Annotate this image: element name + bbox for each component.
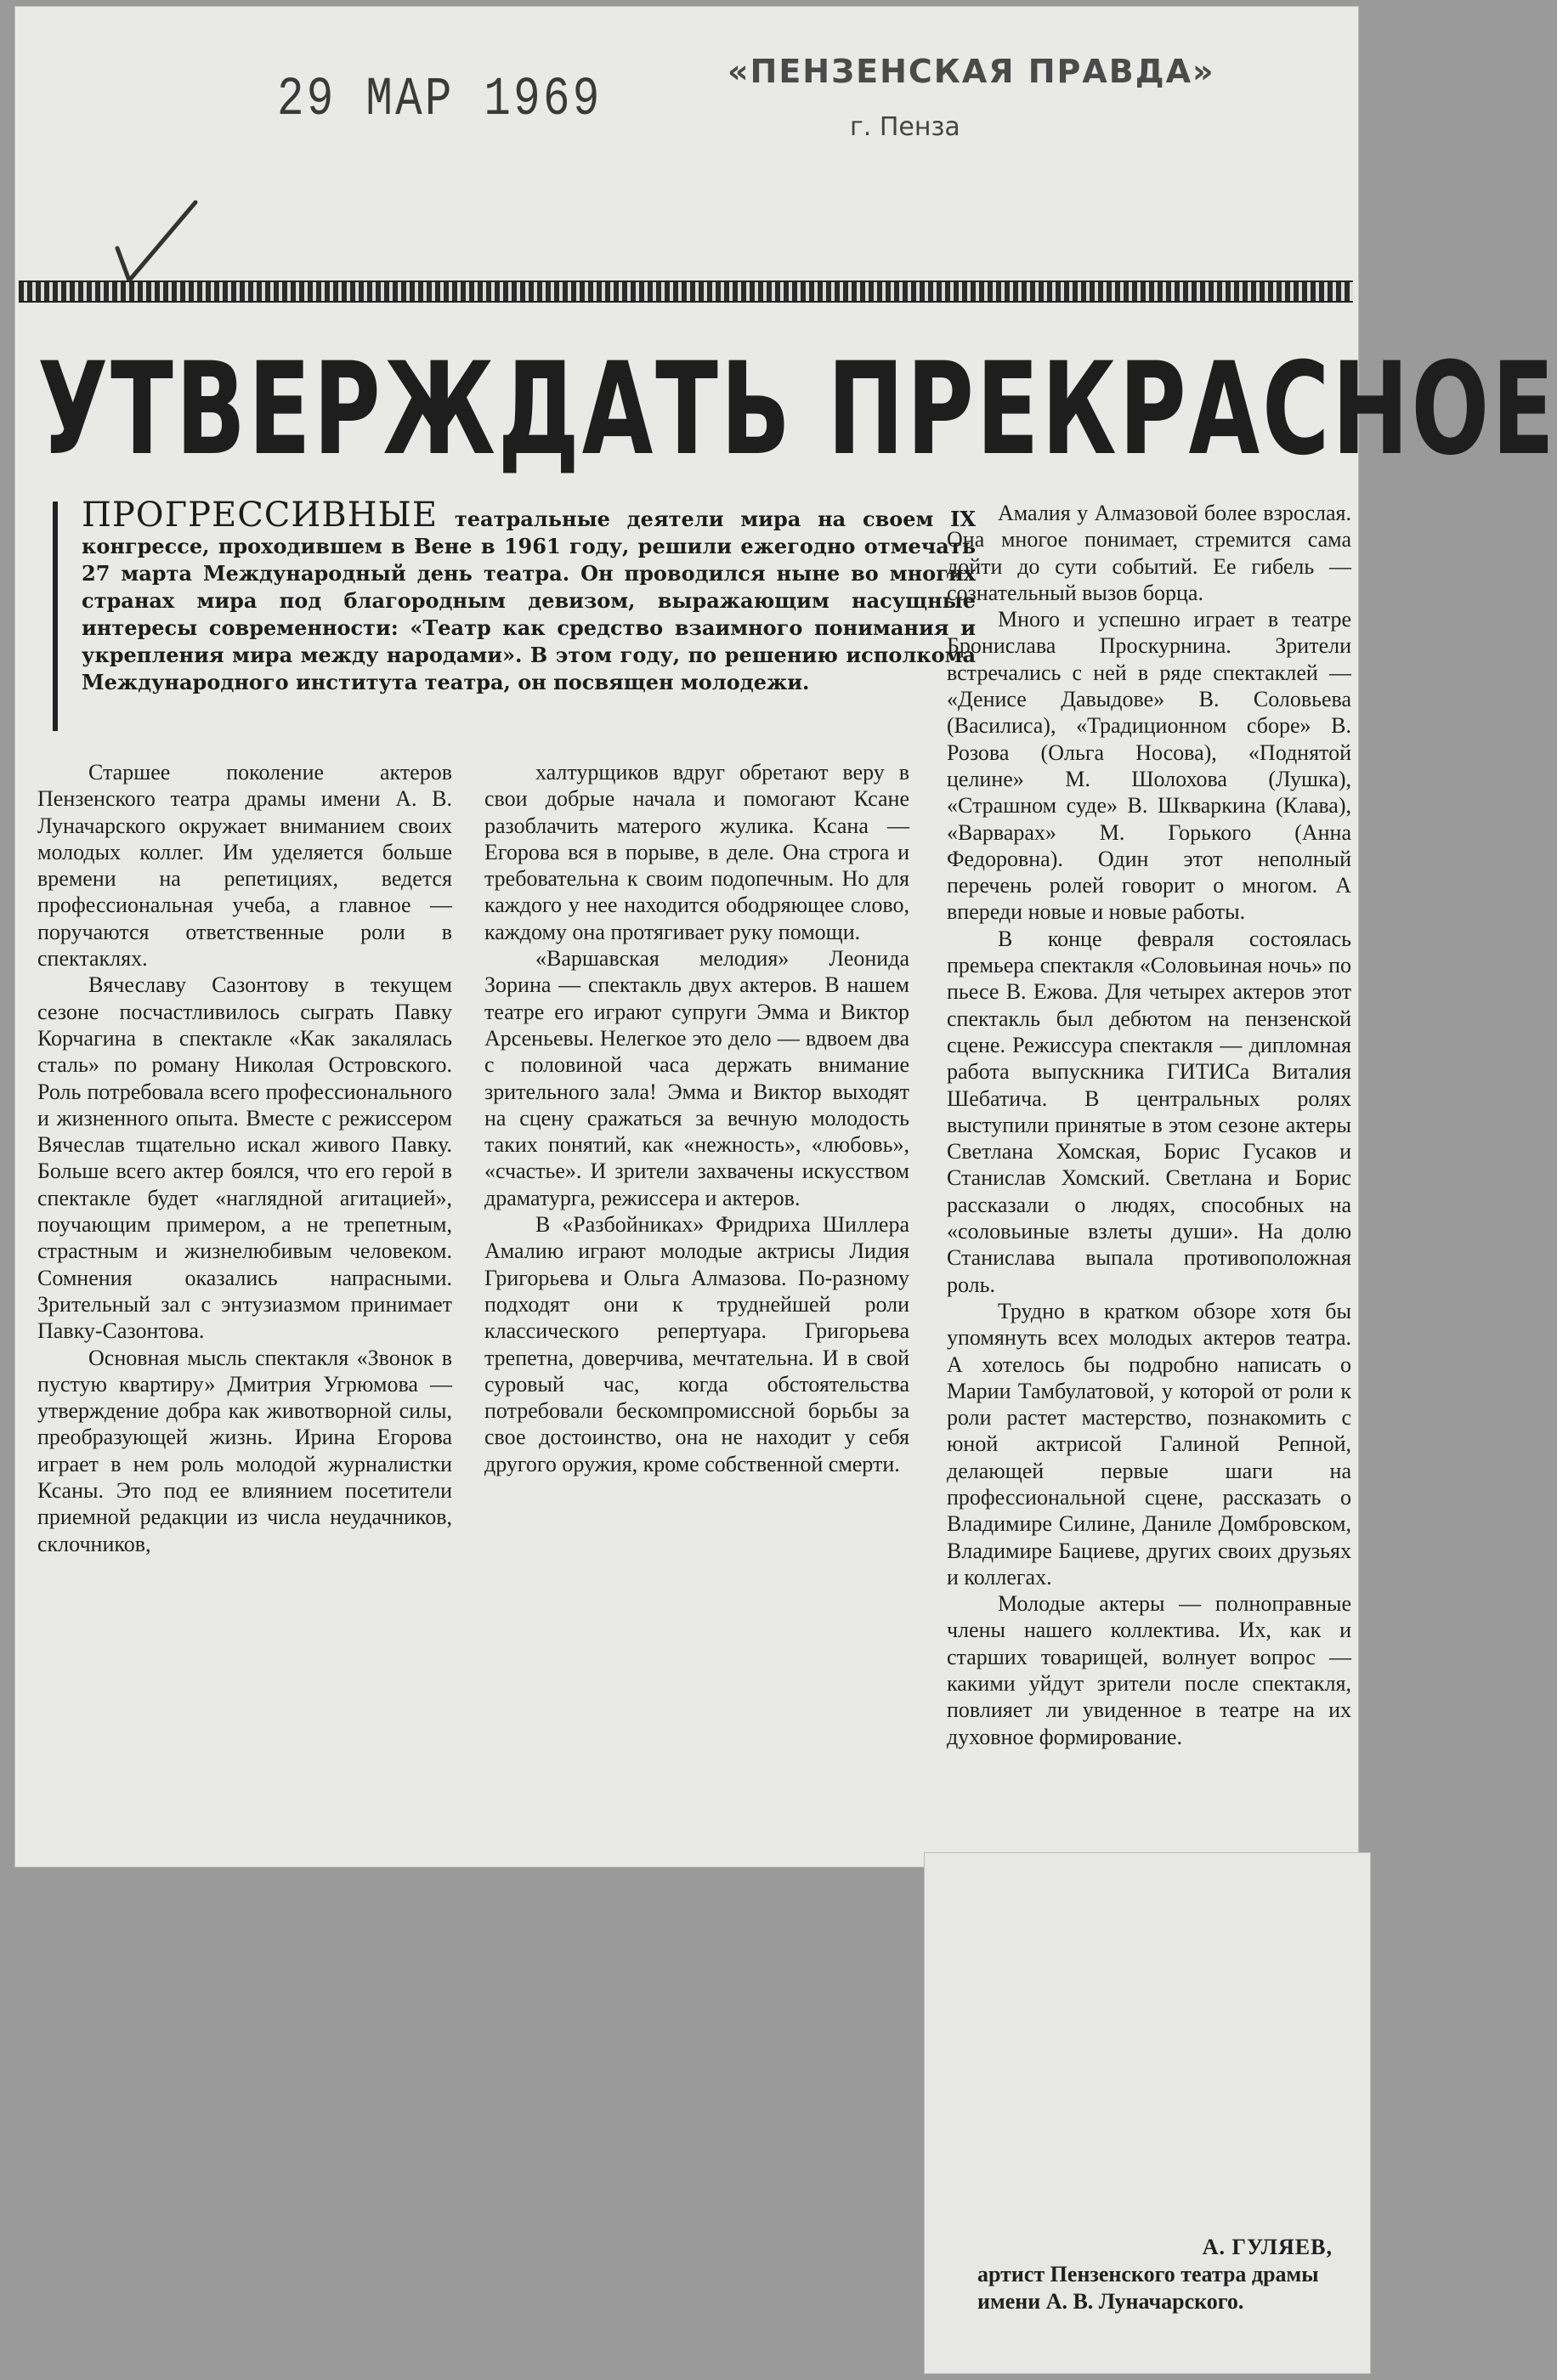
paragraph: Много и успешно играет в театре Бронислава Проскурнина. Зрители встречались с ней в ряде спектаклей — «Денисе Давыдове» В. Соловьева (Василиса), «Традиционном сборе» В. Розова (Ольга Носова), «Поднятой целине» М. Шолохова (Лушка), «Страшном суде» В. Шкваркина (Клава), «Варварах» М. Горького (Анна Федоровна). Один этот неполный перечень ролей говорит о многом. А впереди новые и новые работы. — [947, 607, 1351, 925]
author-name: А. ГУЛЯЕВ, — [1202, 2235, 1333, 2259]
article-column-1 — [37, 759, 452, 1840]
article-column-3 — [947, 500, 1351, 2220]
lead-text: театральные деятели мира на своем IX конгрессе, проходившем в Вене в 1961 году, решили ежегодно отмечать 27 марта Международный день театра. Он проводился ныне во многих странах мира под благородным девизом, выражающим насущные интересы современности: «Театр как средство взаимного понимания и укрепления мира между народами». В этом году, по решению исполкома Международного института театра, он посвящен молодежи. — [82, 507, 976, 694]
article-column-2 — [484, 759, 909, 1840]
newspaper-stamp: «ПЕНЗЕНСКАЯ ПРАВДА» — [728, 53, 1215, 90]
paragraph: Старшее поколение актеров Пензенского театра драмы имени А. В. Луначарского окружает вниманием своих молодых коллег. Им уделяется больше времени на репетициях, ведется профессиональная учеба, а главное — поручаются ответственные роли в спектаклях. — [37, 760, 452, 972]
paragraph: Вячеславу Сазонтову в текущем сезоне посчастливилось сыграть Павку Корчагина в спектакле «Как закалялась сталь» по роману Николая Островского. Роль потребовала всего профессионального и жизненного опыта. Вместе с режиссером Вячеслав тщательно искал живого Павку. Больше всего актер боялся, что его герой в спектакле будет «наглядной агитацией», поучающим примером, а не трепетным, страстным и жизнелюбивым человеком. Сомнения оказались напрасными. Зрительный зал с энтузиазмом принимает Павку-Сазонтова. — [37, 972, 452, 1344]
author-signature — [969, 2234, 1343, 2315]
paragraph: Амалия у Алмазовой более взрослая. Она многое понимает, стремится сама дойти до сути событий. Ее гибель — сознательный вызов борца. — [947, 501, 1351, 605]
paragraph: В «Разбойниках» Фридриха Шиллера Амалию играют молодые актрисы Лидия Григорьева и Ольга Алмазова. По-разному подходят они к труднейшей роли классического репертуара. Григорьева трепетна, доверчива, мечтательна. И в свой суровый час, когда обстоятельства потребовали бескомпромиссной борьбы за свое достоинство, она не находит у себя другого оружия, кроме собственной смерти. — [484, 1212, 909, 1476]
paragraph: «Варшавская мелодия» Леонида Зорина — спектакль двух актеров. В нашем театре его играют супруги Эмма и Виктор Арсеньевы. Нелегкое это дело — вдвоем два с половиной часа держать внимание зрительного зала! Эмма и Виктор выходят на сцену сражаться за вечную молодость таких понятий, как «нежность», «любовь», «счастье». И зрители захвачены искусством драматурга, режиссера и актеров. — [484, 946, 909, 1210]
paragraph: Основная мысль спектакля «Звонок в пустую квартиру» Дмитрия Угрюмова — утверждение добра как животворной силы, преобразующей жизнь. Ирина Егорова играет в нем роль молодой журналистки Ксаны. Это под ее влиянием посетители приемной редакции из числа неудачников, склочников, — [37, 1345, 452, 1556]
date-stamp: 29 МАР 1969 — [277, 70, 603, 131]
author-role: артист Пензенского театра драмы имени А. В. Луначарского. — [977, 2262, 1319, 2314]
paragraph: Трудно в кратком обзоре хотя бы упомянуть всех молодых актеров театра. А хотелось бы подробно написать о Марии Тамбулатовой, у которой от роли к роли растет мастерство, познакомить с юной актрисой Галиной Репной, делающей первые шаги на профессиональной сцене, рассказать о Владимире Силине, Даниле Домбровском, Владимире Бациеве, других своих друзьях и коллегах. — [947, 1298, 1351, 1590]
decorative-rule — [19, 280, 1353, 303]
headline: УТВЕРЖДАТЬ ПРЕКРАСНОЕ — [37, 336, 1557, 484]
paragraph: Молодые актеры — полноправные члены нашего коллектива. Их, как и старших товарищей, волнует вопрос — какими уйдут зрители после спектакля, повлияет ли увиденное в театре на их духовное формирование. — [947, 1591, 1351, 1749]
checkmark-icon — [110, 196, 204, 289]
lead-paragraph — [53, 496, 976, 731]
paragraph: В конце февраля состоялась премьера спектакля «Соловьиная ночь» по пьесе В. Ежова. Для четырех актеров этот спектакль был дебютом на пензенской сцене. Режиссура спектакля — дипломная работа выпускника ГИТИСа Виталия Шебатича. В центральных ролях выступили принятые в этом сезоне актеры Светлана Хомская, Борис Гусаков и Станислав Хомский. Светлана и Борис рассказали о людях, способных на «соловьиные взлеты души». На долю Станислава выпала противоположная роль. — [947, 926, 1351, 1297]
lead-initial-words: ПРОГРЕССИВНЫЕ — [82, 496, 439, 535]
paragraph: халтурщиков вдруг обретают веру в свои добрые начала и помогают Ксане разоблачить матерого жулика. Ксана — Егорова вся в порыве, в деле. Она строга и требовательна к своим подопечным. Но для каждого у нее находится ободряющее слово, каждому она протягивает руку помощи. — [484, 760, 909, 944]
city-stamp: г. Пенза — [850, 112, 960, 142]
